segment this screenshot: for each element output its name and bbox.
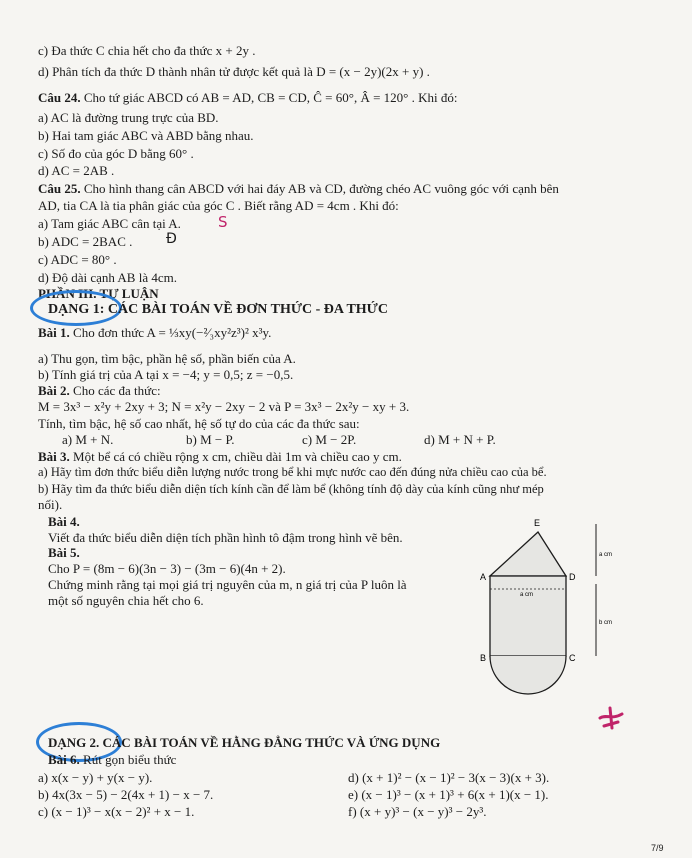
bai-3-part-b-1: b) Hãy tìm đa thức biểu diễn diện tích kính cần để làm bể (không tính độ dày của kính cũng như mép xyxy=(38,482,544,496)
bai-2-polynomials: M = 3x³ − x²y + 2xy + 3; N = x²y − 2xy − 2 và P = 3x³ − 2x²y − xy + 3. xyxy=(38,399,410,414)
bai-6-part-f: f) (x + y)³ − (x − y)³ − 2y³. xyxy=(348,804,487,819)
prev-item-c: c) Đa thức C chia hết cho đa thức x + 2y . xyxy=(38,43,256,58)
question-25-text-2: AD, tia CA là tia phân giác của góc C . Biết rằng AD = 4cm . Khi đó: xyxy=(38,198,399,213)
vertex-e: E xyxy=(534,518,541,528)
bai-3-part-b-2: nối). xyxy=(38,497,63,512)
bai-3-label: Bài 3. xyxy=(38,449,70,464)
question-24-text: Cho tứ giác ABCD có AB = AD, CB = CD, Ĉ = 60°, Â = 120° . Khi đó: xyxy=(80,90,458,105)
q24-option-c: c) Số đo của góc D bằng 60° . xyxy=(38,146,194,161)
bai-6-part-c: c) (x − 1)³ − x(x − 2)² + x − 1. xyxy=(38,804,195,819)
question-25-label: Câu 25. xyxy=(38,181,81,196)
dang-1-heading: DẠNG 1: CÁC BÀI TOÁN VỀ ĐƠN THỨC - ĐA THỨC xyxy=(48,302,388,317)
rectangle-abcd xyxy=(490,576,566,656)
bai-2-part-c: c) M − 2P. xyxy=(302,432,357,447)
bai-5-label: Bài 5. xyxy=(48,545,80,560)
shaded-figure-diagram xyxy=(478,512,628,712)
bai-2-part-a: a) M + N. xyxy=(62,432,114,447)
bai-1-part-a: a) Thu gọn, tìm bậc, phần hệ số, phần biến của A. xyxy=(38,351,296,366)
prev-item-d: d) Phân tích đa thức D thành nhân tử được kết quả là D = (x − 2y)(2x + y) . xyxy=(38,64,430,79)
bai-2 xyxy=(38,383,161,398)
bai-1-label: Bài 1. xyxy=(38,325,70,340)
bai-6-part-e: e) (x − 1)³ − (x + 1)³ + 6(x + 1)(x − 1). xyxy=(348,787,549,802)
triangle-ade xyxy=(490,532,566,576)
q24-option-a: a) AC là đường trung trực của BD. xyxy=(38,110,219,125)
page-number: 7/9 xyxy=(651,843,664,853)
question-25-text-1: Cho hình thang cân ABCD với hai đáy AB và CD, đường chéo AC vuông góc với cạnh bên xyxy=(80,181,559,196)
part-3-heading: PHẦN III. TỰ LUẬN xyxy=(38,286,159,301)
handwritten-s-mark: S xyxy=(218,213,228,231)
bai-5-line-3: một số nguyên chia hết cho 6. xyxy=(48,593,204,608)
label-b-cm: b cm xyxy=(599,620,613,626)
label-a-cm-side: a cm xyxy=(599,552,613,558)
bai-5-line-2: Chứng minh rằng tại mọi giá trị nguyên của m, n giá trị của P luôn là xyxy=(48,577,407,592)
semicircle-bc xyxy=(490,656,566,694)
bai-1-text: Cho đơn thức A = ⅓xy(−²⁄₃xy²z³)² x³y. xyxy=(69,325,272,340)
dang-2-heading: DẠNG 2. CÁC BÀI TOÁN VỀ HẰNG ĐẲNG THỨC VÀ ỨNG DỤNG xyxy=(48,735,441,750)
question-24 xyxy=(38,90,457,105)
bai-2-label: Bài 2. xyxy=(38,383,70,398)
bai-3-part-a: a) Hãy tìm đơn thức biểu diễn lượng nước trong bể khi mực nước cao đến đúng nửa chiều cao của bể. xyxy=(38,465,547,479)
bai-2-part-b: b) M − P. xyxy=(186,432,235,447)
q25-option-c: c) ADC = 80° . xyxy=(38,252,117,267)
question-25 xyxy=(38,181,559,196)
bai-2-task: Tính, tìm bậc, hệ số cao nhất, hệ số tự do của các đa thức sau: xyxy=(38,416,360,431)
bai-3 xyxy=(38,449,402,464)
q25-option-a: a) Tam giác ABC cân tại A. xyxy=(38,216,181,231)
question-24-label: Câu 24. xyxy=(38,90,81,105)
q25-option-d: d) Độ dài cạnh AB là 4cm. xyxy=(38,270,177,285)
handwritten-pen-mark xyxy=(596,704,626,732)
vertex-c: C xyxy=(569,653,576,663)
bai-2-part-d: d) M + N + P. xyxy=(424,432,496,447)
bai-1 xyxy=(38,325,271,340)
bai-6-part-a: a) x(x − y) + y(x − y). xyxy=(38,770,153,785)
bai-6-part-b: b) 4x(3x − 5) − 2(4x + 1) − x − 7. xyxy=(38,787,214,802)
bai-3-text: Một bể cá có chiều rộng x cm, chiều dài 1m và chiều cao y cm. xyxy=(69,449,402,464)
bai-6-text: Rút gọn biểu thức xyxy=(79,752,177,767)
q25-option-b: b) ADC = 2BAC . xyxy=(38,234,133,249)
bai-4-label: Bài 4. xyxy=(48,514,80,529)
bai-1-part-b: b) Tính giá trị của A tại x = −4; y = 0,5; z = −0,5. xyxy=(38,367,294,382)
vertex-d: D xyxy=(569,572,576,582)
bai-4-text: Viết đa thức biểu diễn diện tích phần hình tô đậm trong hình vẽ bên. xyxy=(48,530,403,545)
bai-2-text: Cho các đa thức: xyxy=(69,383,161,398)
q24-option-d: d) AC = 2AB . xyxy=(38,163,115,178)
q24-option-b: b) Hai tam giác ABC và ABD bằng nhau. xyxy=(38,128,254,143)
bai-6 xyxy=(48,752,176,767)
vertex-b: B xyxy=(480,653,487,663)
bai-6-label: Bài 6. xyxy=(48,752,80,767)
handwritten-d-mark: Đ xyxy=(166,231,177,247)
bai-5-text: Cho P = (8m − 6)(3n − 3) − (3m − 6)(4n + 2). xyxy=(48,561,286,576)
label-a-cm-inner: a cm xyxy=(520,592,534,598)
vertex-a: A xyxy=(480,572,487,582)
bai-6-part-d: d) (x + 1)² − (x − 1)² − 3(x − 3)(x + 3). xyxy=(348,770,550,785)
